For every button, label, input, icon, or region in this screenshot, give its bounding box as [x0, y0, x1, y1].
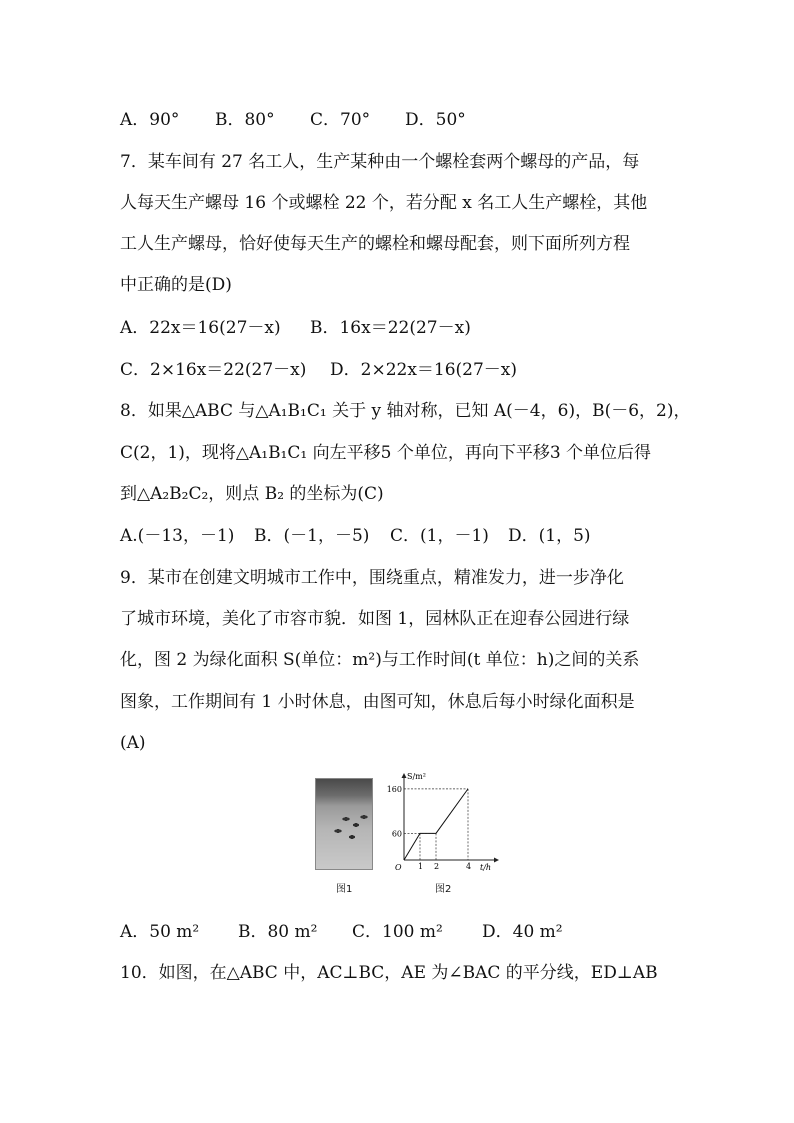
q6-option-a: A．90° [120, 110, 180, 130]
x-tick-4: 4 [466, 862, 472, 871]
q9-line-5: (A) [120, 733, 146, 753]
q6-option-b: B．80° [215, 110, 275, 130]
q9-option-c: C．100 m² [352, 922, 443, 942]
q7-options-row-1 [120, 316, 680, 340]
q7-option-b: B．16x＝22(27－x) [310, 318, 471, 338]
q7-option-c: C．2×16x＝22(27－x) [120, 360, 307, 380]
q8-line-1: 8．如果△ABC 与△A₁B₁C₁ 关于 y 轴对称，已知 A(－4，6)，B(－6，2)， [120, 401, 691, 421]
q9-option-d: D．40 m² [482, 922, 563, 942]
q7-option-a: A．22x＝16(27－x) [120, 318, 281, 338]
fig1-caption: 图1 [336, 884, 353, 895]
q8-line-2: C(2，1)，现将△A₁B₁C₁ 向左平移5 个单位，再向下平移3 个单位后得 [120, 443, 652, 463]
q9-line-4: 图象，工作期间有 1 小时休息，由图可知，休息后每小时绿化面积是 [120, 692, 635, 712]
y-axis-label: S/m² [407, 772, 426, 781]
q8-option-b: B．(－1，－5) [254, 526, 370, 546]
q9-line-1: 9．某市在创建文明城市工作中，围绕重点，精准发力，进一步净化 [120, 568, 624, 588]
q8-line-3: 到△A₂B₂C₂，则点 B₂ 的坐标为(C) [120, 484, 384, 504]
x-axis-arrow [494, 858, 499, 863]
y-tick-160: 160 [386, 784, 402, 794]
q7-options-row-2 [120, 358, 680, 382]
x-axis-label: t/h [480, 863, 492, 872]
park-photo [315, 778, 373, 870]
origin-label: O [395, 863, 402, 872]
y-axis-arrow [402, 773, 407, 778]
y-tick-60: 60 [391, 829, 402, 839]
q8-option-a: A.(－13，－1) [120, 526, 235, 546]
q7-option-d: D．2×22x＝16(27－x) [330, 360, 518, 380]
q7-line-4: 中正确的是(D) [120, 275, 232, 295]
q9-options [120, 920, 680, 944]
q9-option-a: A．50 m² [120, 922, 200, 942]
q6-option-d: D．50° [405, 110, 466, 130]
q8-option-d: D．(1，5) [508, 526, 591, 546]
q7-line-3: 工人生产螺母，恰好使每天生产的螺栓和螺母配套，则下面所列方程 [120, 234, 630, 254]
q8-options [120, 524, 680, 548]
q6-options [120, 108, 680, 132]
q9-option-b: B．80 m² [238, 922, 318, 942]
x-tick-1: 1 [418, 862, 424, 871]
q7-line-2: 人每天生产螺母 16 个或螺栓 22 个，若分配 x 名工人生产螺栓，其他 [120, 193, 648, 213]
area-time-chart [386, 770, 502, 874]
q9-line-3: 化，图 2 为绿化面积 S(单位：m²)与工作时间(t 单位：h)之间的关系 [120, 650, 640, 670]
q8-option-c: C．(1，－1) [390, 526, 489, 546]
q10-line-1: 10．如图，在△ABC 中，AC⊥BC，AE 为∠BAC 的平分线，ED⊥AB [120, 963, 658, 983]
fig2-caption: 图2 [435, 884, 452, 895]
q9-figures [312, 770, 502, 900]
q7-line-1: 7．某车间有 27 名工人，生产某种由一个螺栓套两个螺母的产品，每 [120, 152, 640, 172]
q9-line-2: 了城市环境，美化了市容市貌．如图 1，园林队正在迎春公园进行绿 [120, 609, 630, 629]
x-tick-2: 2 [434, 862, 440, 871]
q6-option-c: C．70° [310, 110, 371, 130]
